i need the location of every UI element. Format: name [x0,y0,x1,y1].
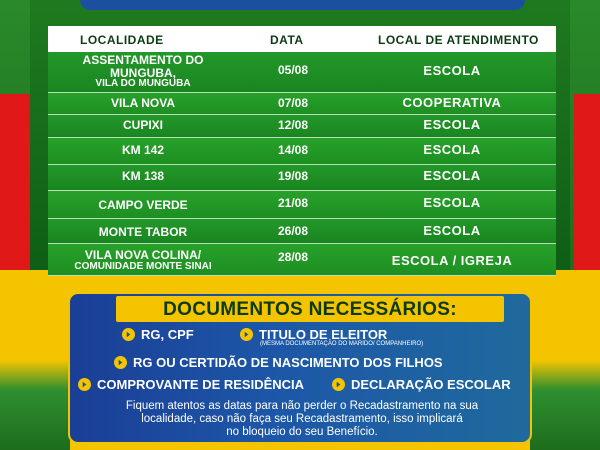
background-red-left [0,94,30,274]
row-location: MONTE TABOR [98,225,188,239]
row-date: 21/08 [277,196,309,210]
document-item-rg-certidao [114,355,443,370]
row-place: COOPERATIVA [402,95,502,110]
row-location [48,54,238,90]
document-item-rg-cpf [122,327,194,342]
check-icon [114,356,127,369]
table-header [48,26,556,52]
titulo-note: (MESMA DOCUMENTAÇÃO DO MARIDO/ COMPANHEIRO) [260,341,424,347]
check-icon [332,378,345,391]
background-green-bottom-left [0,300,70,450]
documents-title: DOCUMENTOS NECESSÁRIOS: [163,299,457,320]
row-location [48,249,238,272]
row-place: ESCOLA [423,117,481,132]
row-location: CUPIXI [122,118,163,132]
schedule-table [48,26,556,276]
row-location: VILA NOVA [110,96,175,110]
check-icon [122,328,135,341]
document-label: TITULO DE ELEITOR [259,327,388,342]
row-place: ESCOLA [423,142,481,157]
check-icon [78,378,91,391]
row-place: ESCOLA [423,63,481,78]
row-date: 19/08 [277,169,309,183]
row-place: ESCOLA [423,223,481,238]
background-green-bottom-right [530,300,600,450]
background-red-right [574,94,600,274]
table-row [48,138,556,165]
background-blue-top-tab [80,0,525,10]
row-location: CAMPO VERDE [98,198,188,212]
row-date: 26/08 [277,224,309,238]
header-location: LOCALIDADE [80,33,164,47]
document-label: COMPROVANTE DE RESIDÊNCIA [97,377,305,392]
row-date: 05/08 [277,63,309,77]
notice-line: localidade, caso não faça seu Recadastramento, isso implicará [141,413,463,426]
header-date: DATA [270,33,304,47]
row-date: 28/08 [277,250,309,264]
location-line: ASSENTAMENTO DO [82,53,204,67]
table-row [48,115,556,138]
location-line: COMUNIDADE MONTE SINAI [74,260,212,272]
row-date: 14/08 [277,143,309,157]
table-row [48,165,556,191]
table-row [48,52,556,93]
row-location: KM 142 [121,143,165,157]
row-place: ESCOLA [423,168,481,183]
notice-line: no bloqueio do seu Benefício. [226,426,378,439]
check-icon [240,328,253,341]
document-item-declaracao [332,377,511,392]
table-row [48,191,556,219]
document-label: RG, CPF [141,327,194,342]
notice-text [80,400,524,440]
location-line: VILA NOVA COLINA/ [84,248,202,262]
table-row [48,244,556,276]
document-label: RG OU CERTIDÃO DE NASCIMENTO DOS FILHOS [133,355,443,370]
row-place: ESCOLA / IGREJA [391,253,513,268]
row-date: 12/08 [277,118,309,132]
row-location: KM 138 [121,169,165,183]
location-line: MUNGUBA, [110,65,176,80]
document-item-comprovante [78,377,304,392]
row-date: 07/08 [277,96,309,110]
table-row [48,93,556,115]
header-place: LOCAL DE ATENDIMENTO [378,33,539,47]
row-place: ESCOLA [423,195,481,210]
documents-title-bg [116,296,504,322]
notice-line: Fiquem atentos as datas para não perder o Recadastramento na sua [125,400,479,412]
document-item-titulo [240,327,387,342]
document-label: DECLARAÇÃO ESCOLAR [351,377,511,392]
table-row [48,219,556,244]
documents-panel [68,292,532,444]
location-line: VILA DO MUNGUBA [95,78,191,90]
